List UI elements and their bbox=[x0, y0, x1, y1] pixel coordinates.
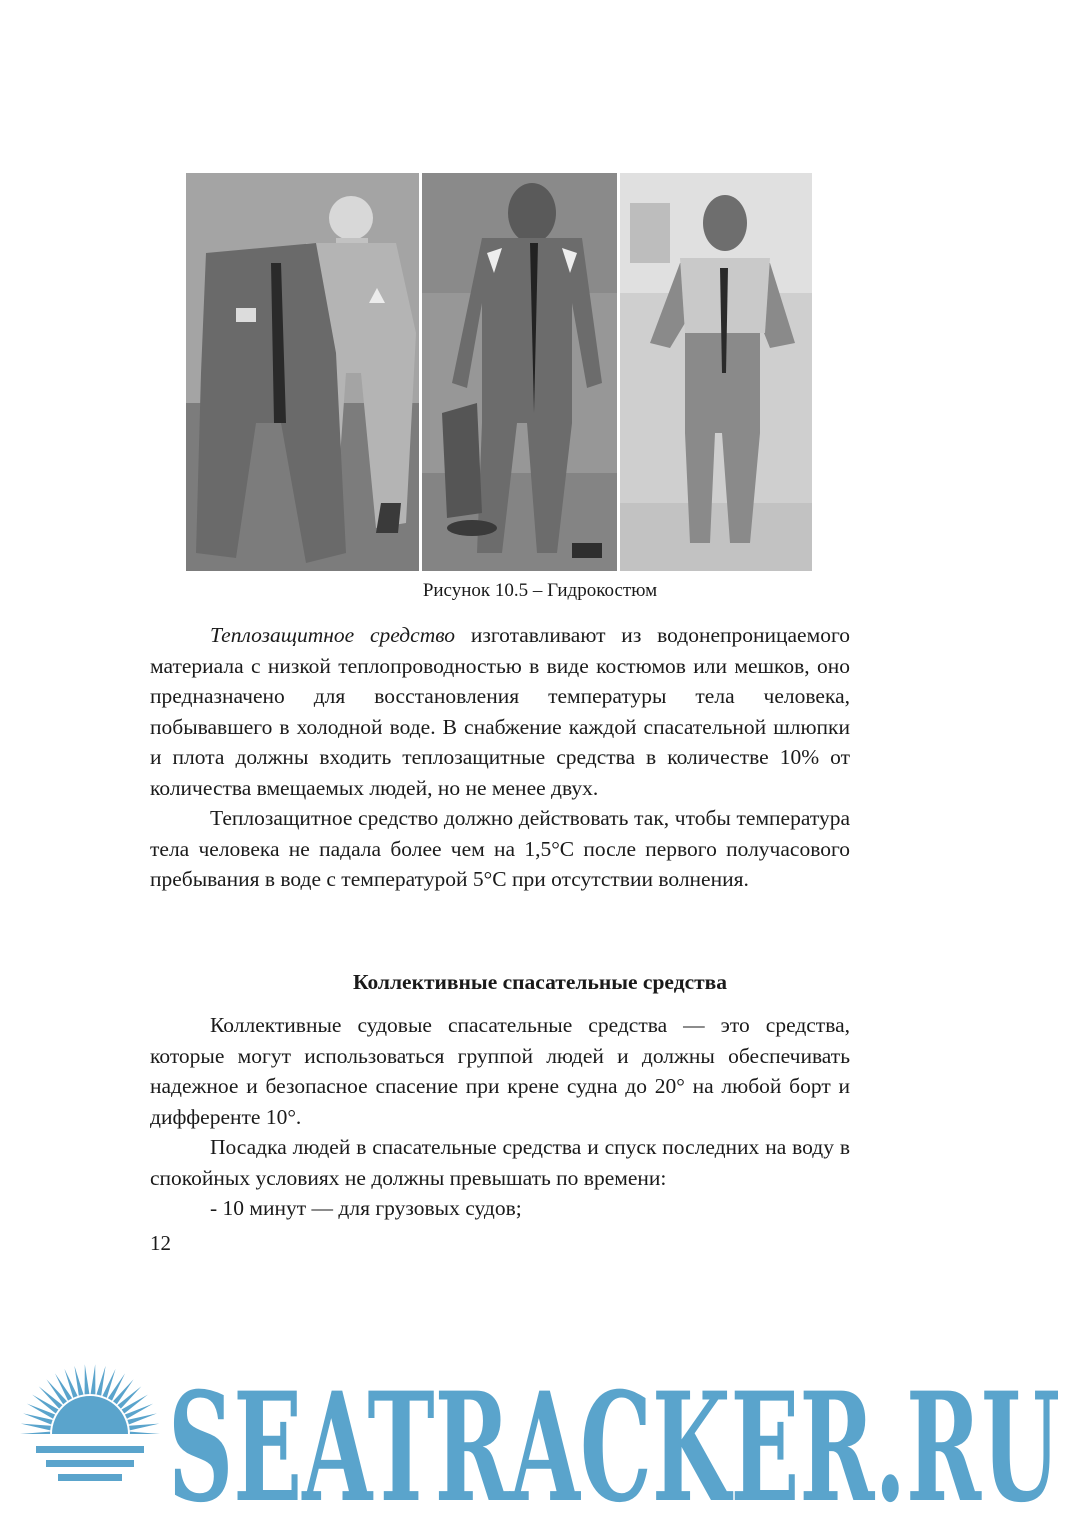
paragraph: Посадка людей в спасательные средства и спуск последних на воду в спокойных условиях не должны превышать по времени: bbox=[150, 1135, 850, 1190]
list-item: - 10 минут — для грузовых судов; bbox=[210, 1196, 522, 1220]
photo-suit-held-open bbox=[186, 173, 419, 571]
section-thermal-protective-aids bbox=[150, 620, 850, 895]
figure-caption: Рисунок 10.5 – Гидрокостюм bbox=[422, 580, 658, 601]
photo-suit-worn-hood bbox=[422, 173, 617, 571]
paragraph: Теплозащитное средство должно действовать так, чтобы температура тела человека не падала более чем на 1,5°С после первого получасового пребывания в воде с температурой 5°С при отсутствии волнения. bbox=[150, 806, 850, 891]
immersion-suit-figure bbox=[186, 173, 812, 571]
section-collective-survival-craft bbox=[150, 1010, 850, 1224]
paragraph bbox=[150, 620, 850, 803]
paragraph-text: изготавливают из водонепроницаемого материала с низкой теплопроводностью в виде костюмов или мешков, оно предназначено для восстановления температуры тела человека, побывавшего в холодной воде. В снабжение каждой спасательной шлюпки и плота должны входить теплозащитные средства в количестве 10% от количества вмещаемых людей, но не менее двух. bbox=[150, 623, 850, 800]
section-heading: Коллективные спасательные средства bbox=[352, 970, 728, 994]
photo-suit-with-lifejacket bbox=[620, 173, 812, 571]
paragraph: Коллективные судовые спасательные средства — это средства, которые могут использоваться группой людей и должны обеспечивать надежное и безопасное спасение при крене судна до 20° на любой борт и дифференте 10°. bbox=[150, 1013, 850, 1129]
page-number: 12 bbox=[150, 1231, 171, 1255]
sun-over-sea-icon bbox=[18, 1364, 168, 1512]
watermark-text: SEATRACKER.RU bbox=[168, 1362, 1060, 1512]
watermark bbox=[18, 1362, 1068, 1512]
term-italic: Теплозащитное средство bbox=[210, 623, 456, 647]
